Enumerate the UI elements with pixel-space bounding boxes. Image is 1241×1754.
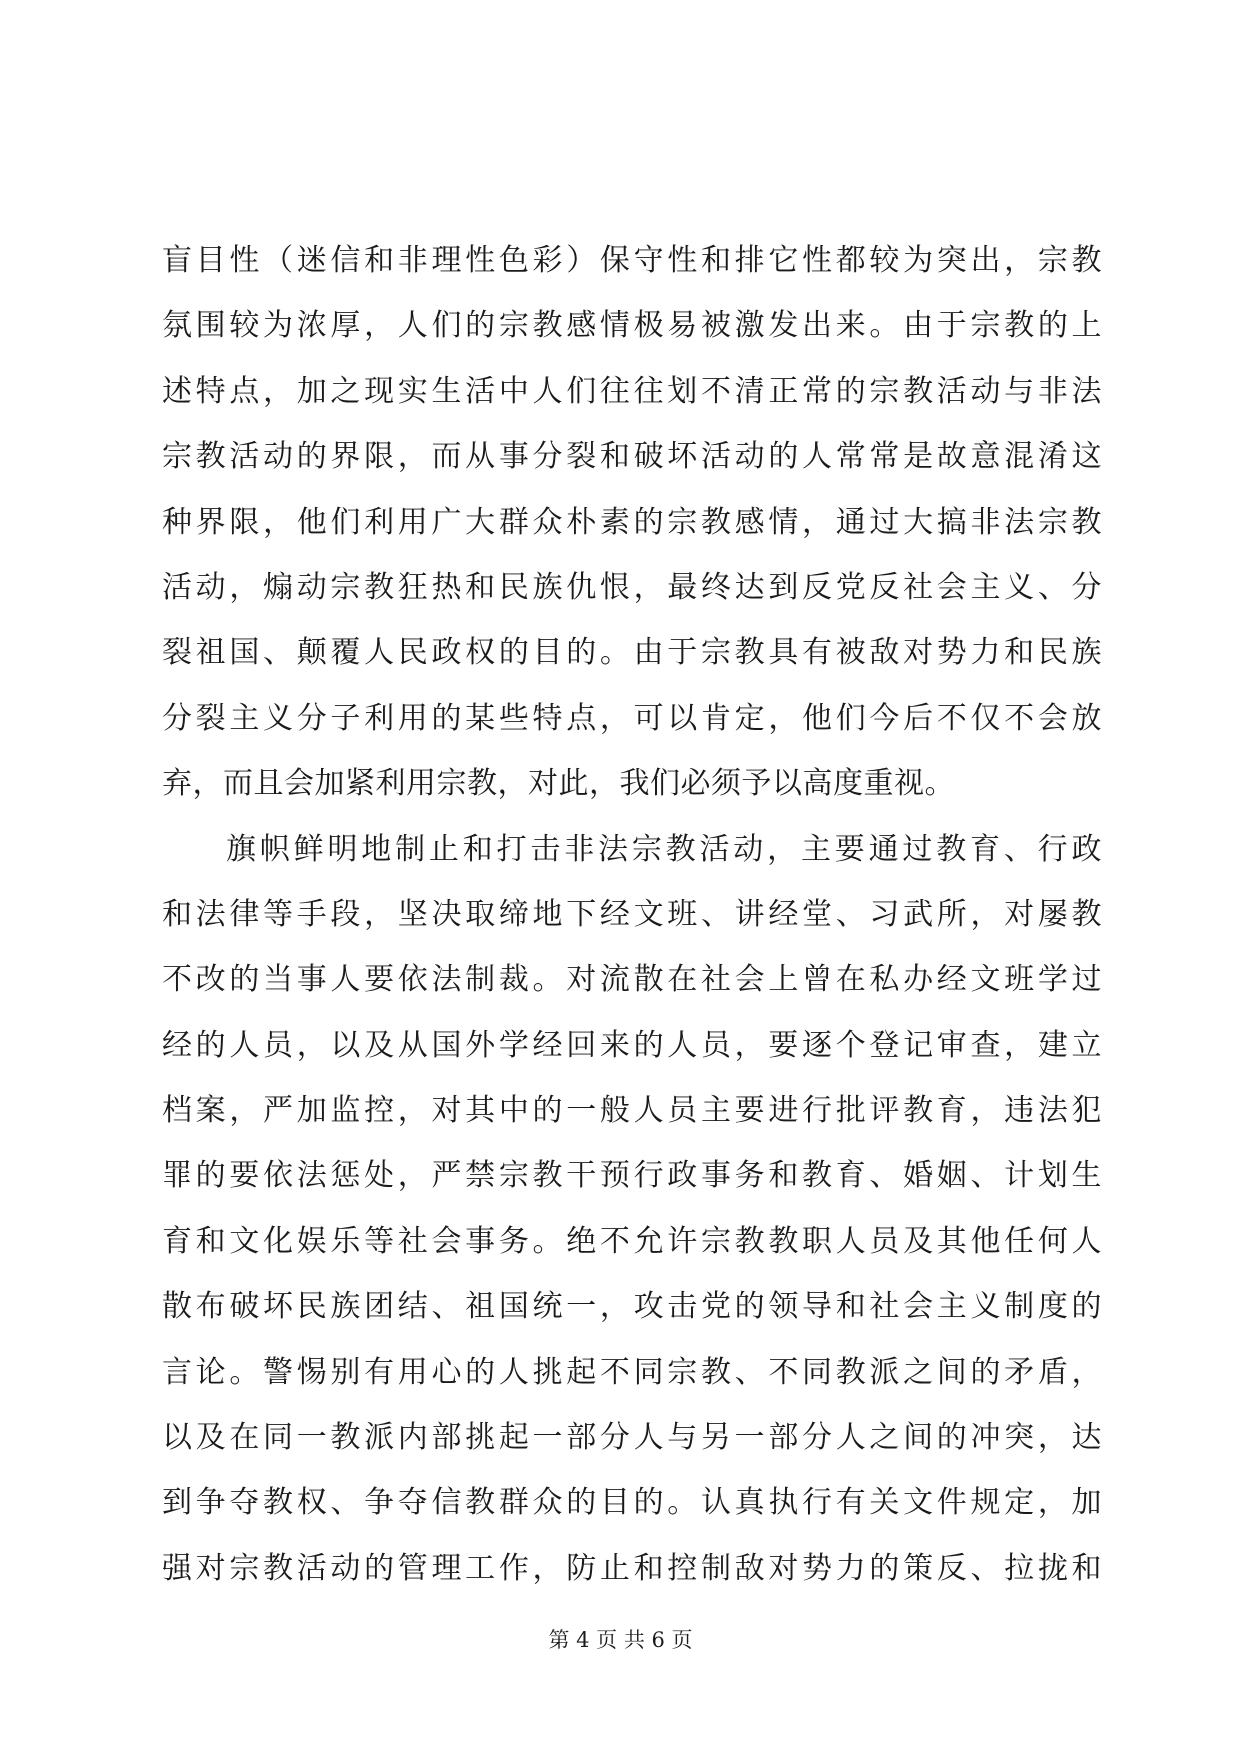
text-line: 到争夺教权、争夺信教群众的目的。认真执行有关文件规定，加 bbox=[162, 1485, 1102, 1521]
text-line: 罪的要依法惩处，严禁宗教干预行政事务和教育、婚姻、计划生 bbox=[162, 1158, 1102, 1194]
text-line: 氛围较为浓厚，人们的宗教感情极易被激发出来。由于宗教的上 bbox=[162, 308, 1102, 344]
body-text bbox=[162, 228, 1102, 1601]
text-line: 经的人员，以及从国外学经回来的人员，要逐个登记审查，建立 bbox=[162, 1027, 1102, 1063]
text-line: 种界限，他们利用广大群众朴素的宗教感情，通过大搞非法宗教 bbox=[162, 504, 1102, 540]
text-line: 活动，煽动宗教狂热和民族仇恨，最终达到反党反社会主义、分 bbox=[162, 569, 1102, 605]
text-line: 以及在同一教派内部挑起一部分人与另一部分人之间的冲突，达 bbox=[162, 1420, 1102, 1456]
text-line: 散布破坏民族团结、祖国统一，攻击党的领导和社会主义制度的 bbox=[162, 1289, 1102, 1325]
text-line: 言论。警惕别有用心的人挑起不同宗教、不同教派之间的矛盾， bbox=[162, 1354, 1102, 1390]
text-line: 和法律等手段，坚决取缔地下经文班、讲经堂、习武所，对屡教 bbox=[162, 896, 1102, 932]
page-footer: 第 4 页 共 6 页 bbox=[548, 1628, 693, 1652]
text-line: 强对宗教活动的管理工作，防止和控制敌对势力的策反、拉拢和 bbox=[162, 1550, 1102, 1586]
paragraph-first-line: 旗帜鲜明地制止和打击非法宗教活动，主要通过教育、行政 bbox=[226, 831, 1102, 867]
text-line: 宗教活动的界限，而从事分裂和破坏活动的人常常是故意混淆这 bbox=[162, 439, 1102, 475]
text-line: 盲目性（迷信和非理性色彩）保守性和排它性都较为突出，宗教 bbox=[162, 243, 1102, 278]
text-line: 分裂主义分子利用的某些特点，可以肯定，他们今后不仅不会放 bbox=[162, 700, 1102, 736]
text-line: 不改的当事人要依法制裁。对流散在社会上曾在私办经文班学过 bbox=[162, 962, 1102, 998]
text-line: 档案，严加监控，对其中的一般人员主要进行批评教育，违法犯 bbox=[162, 1093, 1102, 1129]
text-line: 育和文化娱乐等社会事务。绝不允许宗教教职人员及其他任何人 bbox=[162, 1223, 1102, 1259]
text-line: 弃，而且会加紧利用宗教，对此，我们必须予以高度重视。 bbox=[162, 766, 955, 802]
text-line: 述特点，加之现实生活中人们往往划不清正常的宗教活动与非法 bbox=[162, 373, 1102, 409]
text-line: 裂祖国、颠覆人民政权的目的。由于宗教具有被敌对势力和民族 bbox=[162, 635, 1102, 671]
